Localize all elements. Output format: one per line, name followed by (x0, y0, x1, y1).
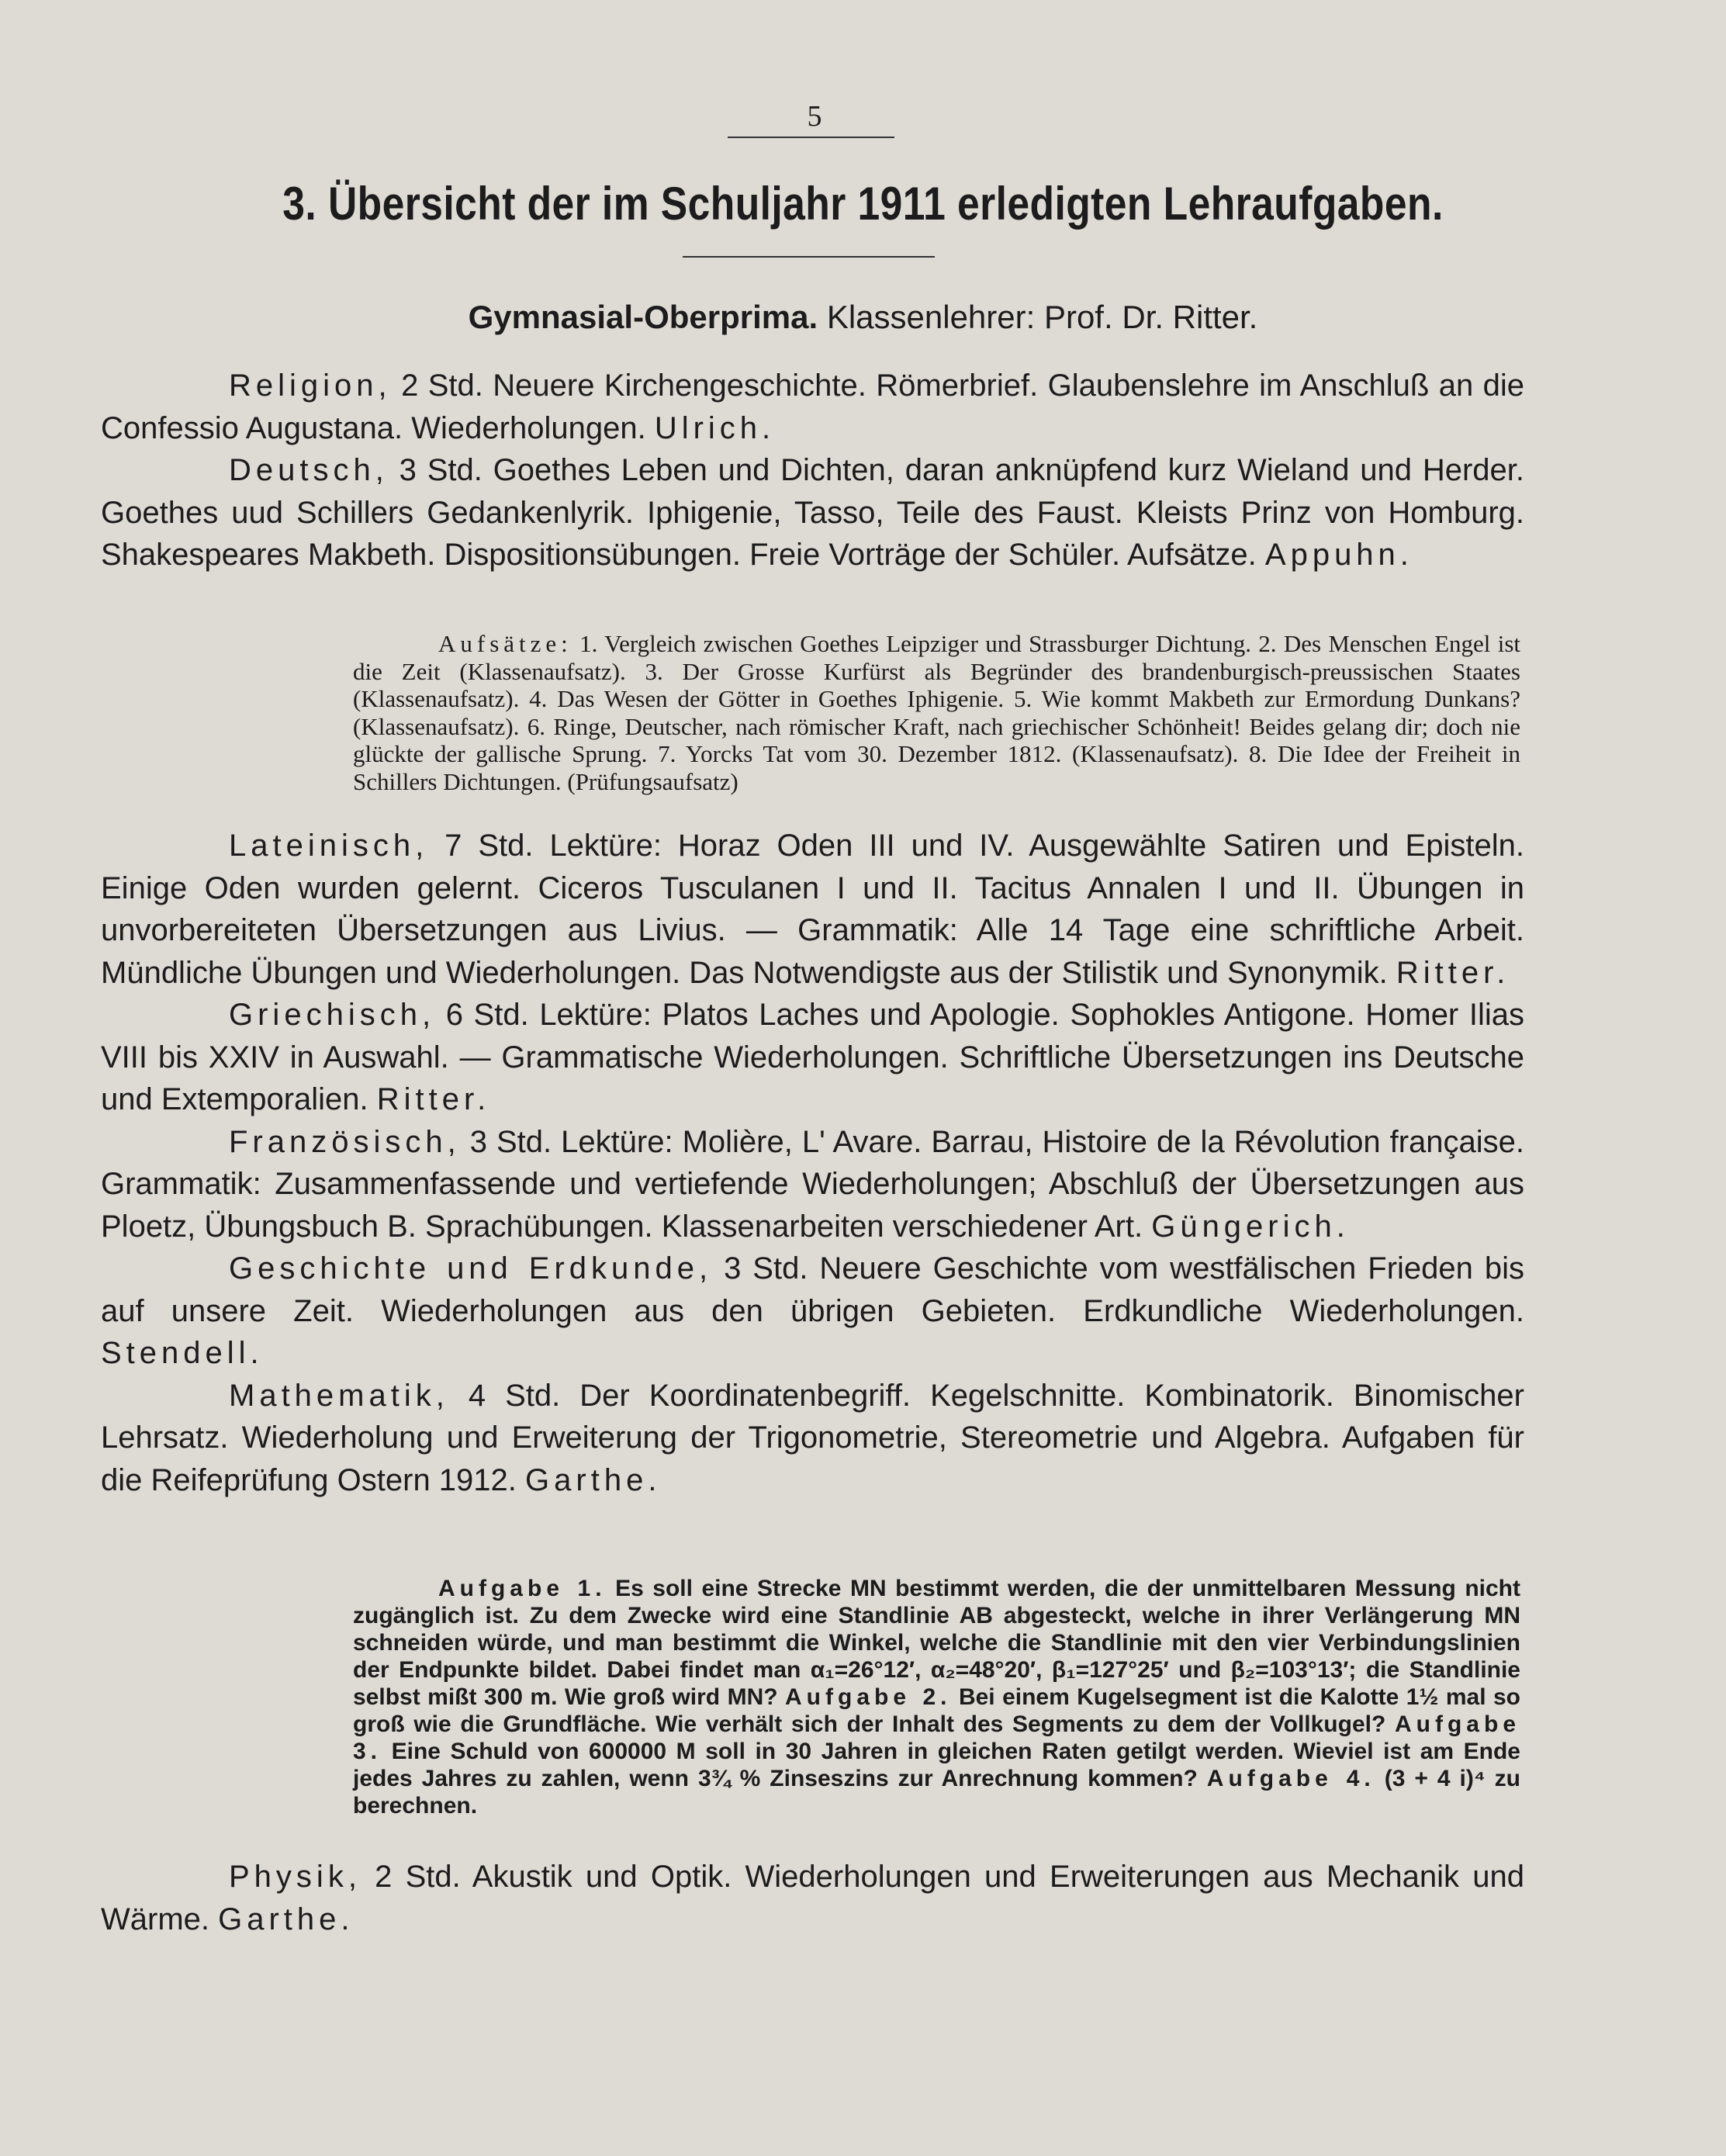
text-latein: 7 Std. Lektüre: Horaz Oden III und IV. Ausgewählte Satiren und Episteln. Einige Oden wurden gelernt. Ciceros Tusculanen I und II. Tacitus Annalen I und II. Übungen in unvorbereiteten Übersetzungen aus Livius. — Grammatik: Alle 14 Tage eine schriftliche Arbeit. Mündliche Übungen und Wiederholungen. Das Notwendigste aus der Stilistik und Synonymik. (101, 829, 1524, 990)
text-deutsch: 3 Std. Goethes Leben und Dichten, daran anknüpfend kurz Wieland und Herder. Goethes uud Schillers Gedankenlyrik. Iphigenie, Tasso, Teile des Faust. Kleists Prinz von Homburg. Shakespeares Makbeth. Dispositionsübungen. Freie Vorträge der Schüler. Aufsätze. (101, 453, 1524, 572)
class-heading (0, 299, 1726, 336)
teacher-deutsch: Appuhn. (1264, 538, 1413, 572)
teacher-latein: Ritter. (1396, 955, 1510, 990)
title-rule (683, 256, 935, 258)
aufgabe-1-label: Aufgabe 1. (438, 1576, 607, 1601)
aufgabe-2-label: Aufgabe 2. (785, 1684, 952, 1710)
text-physik: 2 Std. Akustik und Optik. Wiederholungen und Erweiterungen aus Mechanik und Wärme. (101, 1860, 1524, 1936)
teacher-physik: Garthe. (218, 1902, 355, 1936)
text-geschichte: 3 Std. Neuere Geschichte vom westfälischen Frieden bis auf unsere Zeit. Wiederholungen aus den übrigen Gebieten. Erdkundliche Wiederholungen. (101, 1251, 1524, 1328)
teacher-griechisch: Ritter. (376, 1082, 491, 1116)
teacher-mathematik: Garthe. (525, 1462, 662, 1497)
text-mathematik: 4 Std. Der Koordinatenbegriff. Kegelschnitte. Kombinatorik. Binomischer Lehrsatz. Wiederholung und Erweiterung der Trigonometrie, Stereometrie und Algebra. Aufgaben für die Reifeprüfung Ostern 1912. (101, 1378, 1524, 1497)
subject-latein: Lateinisch, (229, 829, 429, 863)
aufgaben-list (353, 1575, 1520, 1819)
section-physik (101, 1856, 1524, 1940)
paragraph-geschichte (101, 1248, 1524, 1375)
aufsaetze-list (353, 630, 1520, 795)
paragraph-latein (101, 825, 1524, 994)
text-franzoesisch: 3 Std. Lektüre: Molière, L' Avare. Barrau, Histoire de la Révolution française. Grammatik: Zusammenfassende und vertiefende Wiederholungen; Abschluß der Übersetzungen aus Ploetz, Übungsbuch B. Sprachübungen. Klassenarbeiten verschiedener Art. (101, 1124, 1524, 1244)
aufgabe-3-label: Aufgabe 3. (353, 1711, 1520, 1764)
page-number: 5 (807, 100, 822, 133)
aufgabe-4-label: Aufgabe 4. (1206, 1766, 1375, 1791)
text-griechisch: 6 Std. Lektüre: Platos Laches und Apologie. Sophokles Antigone. Homer Ilias VIII bis XXIV in Auswahl. — Grammatische Wiederholungen. Schriftliche Übersetzungen ins Deutsche und Extemporalien. (101, 998, 1524, 1116)
paragraph-griechisch (101, 994, 1524, 1121)
header-rule (728, 137, 894, 138)
subject-deutsch: Deutsch, (229, 453, 389, 487)
aufgabe-1-text: Es soll eine Strecke MN bestimmt werden, die der unmittelbaren Messung nicht zugänglich ist. Zu dem Zwecke wird eine Standlinie AB abgesteckt, welche in ihrer Verlängerung MN schneiden würde, und man bestimmt die Winkel, welche die Standlinie mit den vier Verbindungslinien der Endpunkte bildet. Dabei findet man α₁=26°12′, α₂=48°20′, β₁=127°25′ und β₂=103°13′; die Standlinie selbst mißt 300 m. Wie groß wird MN? (353, 1576, 1520, 1710)
text-religion: 2 Std. Neuere Kirchengeschichte. Römerbrief. Glaubenslehre im Anschluß an die Confessio Augustana. Wiederholungen. (101, 369, 1524, 445)
aufsaetze-text: 1. Vergleich zwischen Goethes Leipziger und Strassburger Dichtung. 2. Des Menschen Engel ist die Zeit (Klassenaufsatz). 3. Der Grosse Kurfürst als Begründer des brandenburgisch-preussischen Staates (Klassenaufsatz). 4. Das Wesen der Götter in Goethes Iphigenie. 5. Wie kommt Makbeth zur Ermordung Dunkans? (Klassenaufsatz). 6. Ringe, Deutscher, nach römischer Kraft, nach griechischer Schönheit! Beides gelang dir; doch nie glückte der gallische Sprung. 7. Yorcks Tat vom 30. Dezember 1812. (Klassenaufsatz). 8. Die Idee der Freiheit in Schillers Dichtungen. (Prüfungsaufsatz) (353, 630, 1521, 795)
subject-griechisch: Griechisch, (229, 998, 436, 1032)
teacher-label: Klassenlehrer: (826, 299, 1036, 335)
subject-religion: Religion, (229, 369, 392, 403)
subject-physik: Physik, (229, 1860, 361, 1894)
paragraph-physik (101, 1856, 1524, 1940)
paragraph-mathematik (101, 1375, 1524, 1502)
aufsaetze-paragraph (353, 630, 1520, 795)
page-title: 3. Übersicht der im Schuljahr 1911 erledigten Lehraufgaben. (282, 178, 1444, 230)
aufgabe-3-text: Eine Schuld von 600000 M soll in 30 Jahren in gleichen Raten getilgt werden. Wieviel ist am Ende jedes Jahres zu zahlen, wenn 3¾ % Zinseszins zur Anrechnung kommen? (353, 1739, 1520, 1791)
section-main-subjects (101, 825, 1524, 1501)
subject-geschichte: Geschichte und Erdkunde, (229, 1251, 713, 1286)
subject-franzoesisch: Französisch, (229, 1124, 461, 1159)
aufgabe-4-text: (3 + 4 i)⁴ zu berechnen. (353, 1766, 1520, 1819)
class-teacher: Prof. Dr. Ritter. (1043, 299, 1258, 335)
paragraph-deutsch (101, 449, 1524, 576)
teacher-geschichte: Stendell. (101, 1336, 264, 1370)
class-name: Gymnasial-Oberprima. (468, 299, 818, 335)
aufgaben-paragraph (353, 1575, 1520, 1819)
paragraph-franzoesisch (101, 1121, 1524, 1248)
teacher-franzoesisch: Güngerich. (1151, 1209, 1350, 1244)
subject-mathematik: Mathematik, (229, 1378, 449, 1413)
section-religion-deutsch (101, 365, 1524, 576)
aufgabe-2-text: Bei einem Kugelsegment ist die Kalotte 1½ mal so groß wie die Grundfläche. Wie verhält sich der Inhalt des Segments zu dem der Vollkugel? (353, 1684, 1521, 1737)
paragraph-religion (101, 365, 1524, 449)
teacher-religion: Ulrich. (654, 410, 776, 445)
aufsaetze-label: Aufsätze: (438, 630, 572, 657)
